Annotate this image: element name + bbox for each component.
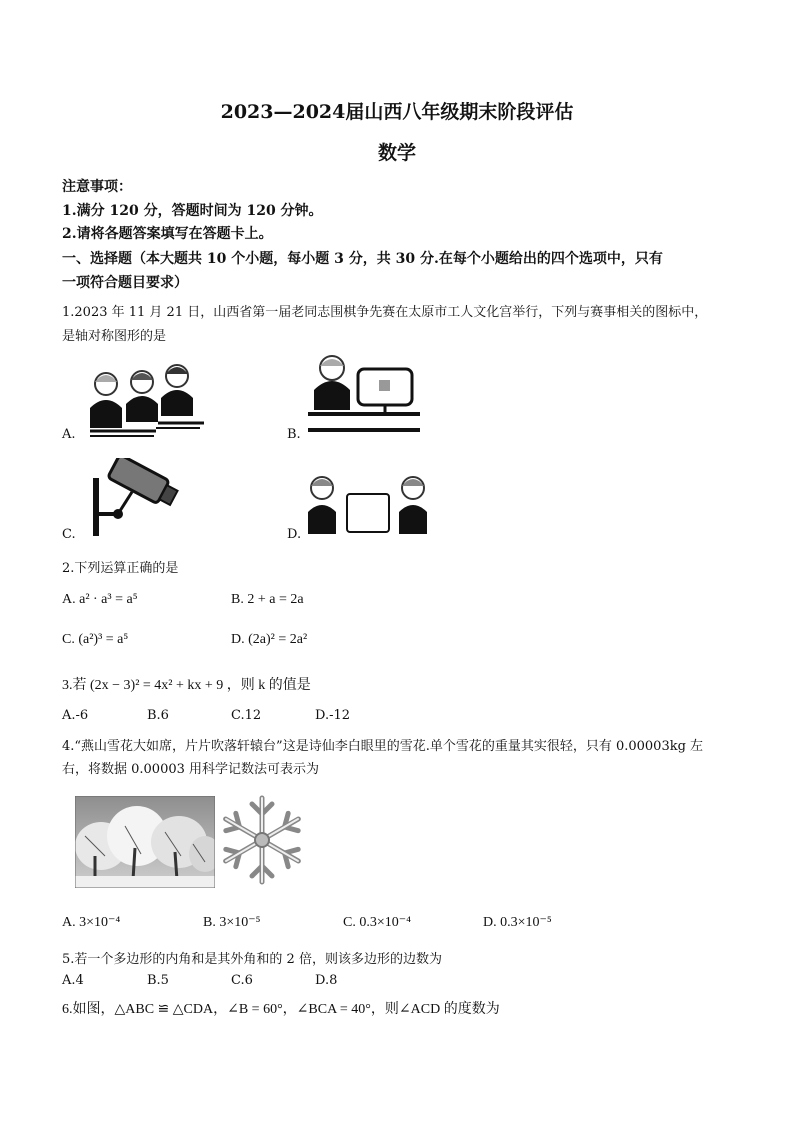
notes-item-1: 1.满分 120 分，答题时间为 120 分钟。 (62, 203, 323, 219)
question-2-option-d: D. (2a)² = 2a² (231, 632, 308, 647)
question-2-option-b: B. 2 + a = 2a (231, 592, 304, 607)
question-4-option-b: B. 3×10⁻⁵ (203, 915, 261, 930)
question-2-option-a: A. a² · a³ = a⁵ (62, 592, 138, 607)
option-a-players-icon (84, 360, 206, 438)
question-4-option-d: D. 0.3×10⁻⁵ (483, 915, 552, 930)
option-b-label: B. (287, 427, 301, 442)
snowflake-image (218, 793, 306, 887)
subject-title: 数学 (377, 142, 416, 164)
question-4-stem-cont: 右，将数据 0.00003 用科学记数法可表示为 (62, 762, 320, 777)
option-c-camera-icon (88, 458, 184, 538)
snowy-trees-photo (75, 796, 215, 888)
question-1-stem: 1.2023 年 11 月 21 日，山西省第一届老同志围棋争先赛在太原市工人文化宫举行，下列与赛事相关的图标中， (62, 305, 708, 320)
option-b-player-board-icon (304, 352, 426, 436)
question-1-stem-cont: 是轴对称图形的是 (62, 329, 167, 344)
question-5-option-c: C.6 (231, 973, 253, 988)
page-title: 2023—2024届山西八年级期末阶段评估 (220, 101, 574, 123)
notes-heading: 注意事项： (62, 179, 132, 195)
question-3-option-c: C.12 (231, 708, 262, 723)
question-5-option-d: D.8 (315, 973, 338, 988)
question-2-stem: 2.下列运算正确的是 (62, 561, 179, 576)
question-6-stem: 6.如图，△ABC ≌ △CDA，∠B = 60°，∠BCA = 40°，则∠ACD 的度数为 (62, 1002, 500, 1017)
question-3-option-a: A.-6 (62, 708, 89, 723)
option-c-label: C. (62, 527, 76, 542)
option-d-label: D. (287, 527, 302, 542)
question-4-option-a: A. 3×10⁻⁴ (62, 915, 121, 930)
question-2-option-c: C. (a²)³ = a⁵ (62, 632, 129, 647)
question-5-option-a: A.4 (62, 973, 84, 988)
notes-item-2: 2.请将各题答案填写在答题卡上。 (62, 226, 273, 242)
section-1-heading: 一、选择题（本大题共 10 个小题，每小题 3 分，共 30 分.在每个小题给出的四个选项中，只有 (62, 251, 663, 267)
question-3-stem: 3.若 (2x − 3)² = 4x² + kx + 9 ，则 k 的值是 (62, 678, 311, 693)
question-4-option-c: C. 0.3×10⁻⁴ (343, 915, 412, 930)
question-3-option-b: B.6 (147, 708, 169, 723)
section-1-heading-cont: 一项符合题目要求） (62, 275, 188, 291)
option-d-two-players-icon (304, 474, 432, 536)
question-5-stem: 5.若一个多边形的内角和是其外角和的 2 倍，则该多边形的边数为 (62, 952, 442, 967)
option-a-label: A. (62, 427, 76, 442)
question-5-option-b: B.5 (147, 973, 169, 988)
question-3-option-d: D.-12 (315, 708, 351, 723)
question-4-stem: 4.“燕山雪花大如席，片片吹落轩辕台”这是诗仙李白眼里的雪花.单个雪花的重量其实很轻，只有 0.00003kg 左 (62, 739, 704, 754)
